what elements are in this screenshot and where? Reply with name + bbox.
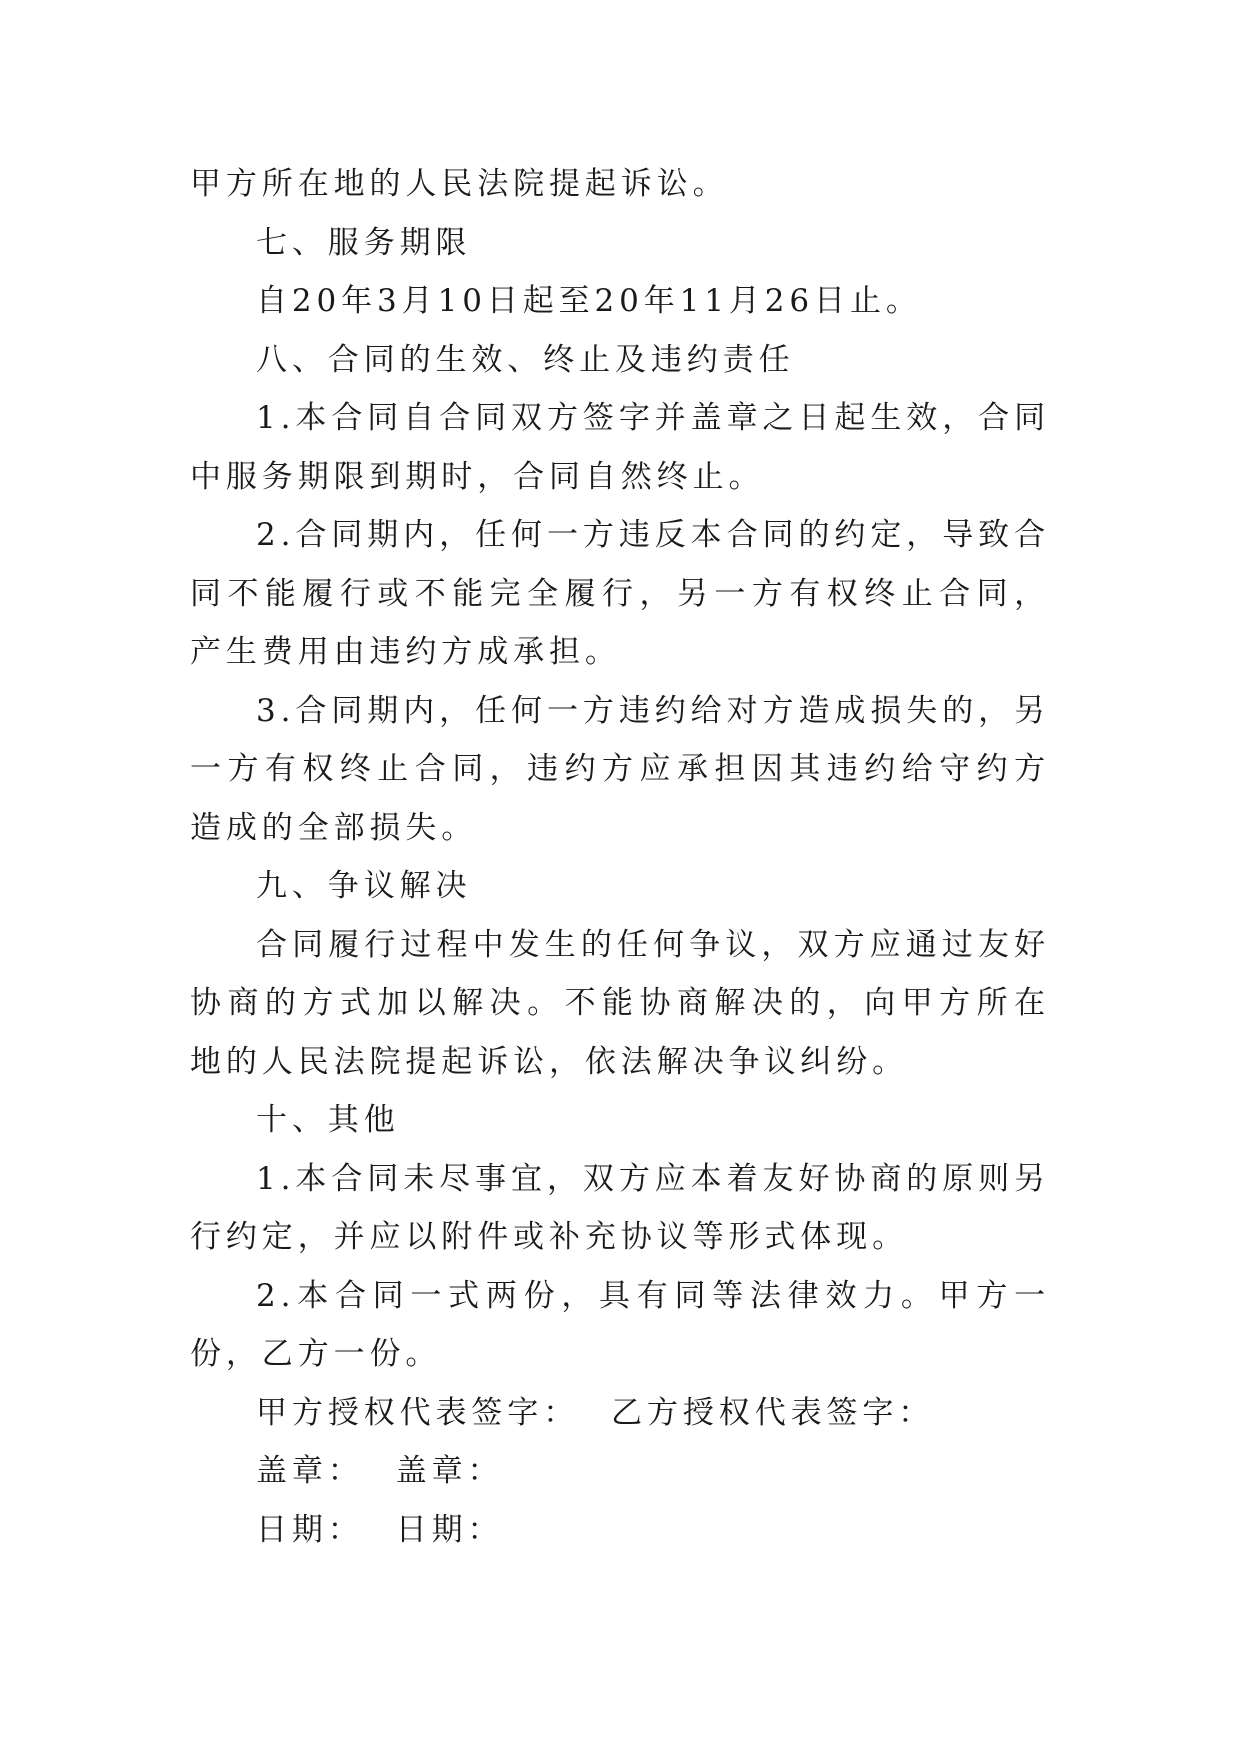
heading-effect-termination: 八、合同的生效、终止及违约责任 xyxy=(256,341,795,378)
heading-dispute-resolution: 九、争议解决 xyxy=(256,868,472,904)
paragraph-other-1: 1.本合同未尽事宜，双方应本着友好协商的原则另行约定，并应以附件或补充协议等形式体现。 xyxy=(190,1160,1050,1255)
paragraph-effect-2: 2.合同期内，任何一方违反本合同的约定，导致合同不能履行或不能完全履行，另一方有权终止合同，产生费用由违约方成承担。 xyxy=(190,517,1050,670)
paragraph-dispute: 合同履行过程中发生的任何争议，双方应通过友好协商的方式加以解决。不能协商解决的，向甲方所在地的人民法院提起诉讼，依法解决争议纠纷。 xyxy=(190,926,1050,1080)
document-page xyxy=(190,155,1050,1559)
party-b-seal-label: 盖章： xyxy=(395,1453,504,1489)
signature-rep-line xyxy=(190,1384,1050,1443)
paragraph-other-2: 2.本合同一式两份，具有同等法律效力。甲方一份，乙方一份。 xyxy=(190,1277,1050,1372)
party-b-date-label: 日期： xyxy=(395,1511,504,1548)
signature-date-line xyxy=(190,1501,1050,1560)
party-b-rep-label: 乙方授权代表签字： xyxy=(611,1394,935,1431)
paragraph-effect-1: 1.本合同自合同双方签字并盖章之日起生效，合同中服务期限到期时，合同自然终止。 xyxy=(190,400,1050,495)
signature-seal-line xyxy=(190,1442,1050,1501)
party-a-seal-label: 盖章： xyxy=(256,1453,364,1489)
heading-other: 十、其他 xyxy=(256,1102,400,1138)
party-a-rep-label: 甲方授权代表签字： xyxy=(256,1394,580,1431)
heading-service-term: 七、服务期限 xyxy=(256,224,472,261)
paragraph-service-dates: 自20年3月10日起至20年11月26日止。 xyxy=(256,283,922,319)
paragraph-litigation-clause: 甲方所在地的人民法院提起诉讼。 xyxy=(190,166,729,202)
party-a-date-label: 日期： xyxy=(256,1511,364,1548)
paragraph-effect-3: 3.合同期内，任何一方违约给对方造成损失的，另一方有权终止合同，违约方应承担因其违约给守约方造成的全部损失。 xyxy=(190,692,1050,846)
